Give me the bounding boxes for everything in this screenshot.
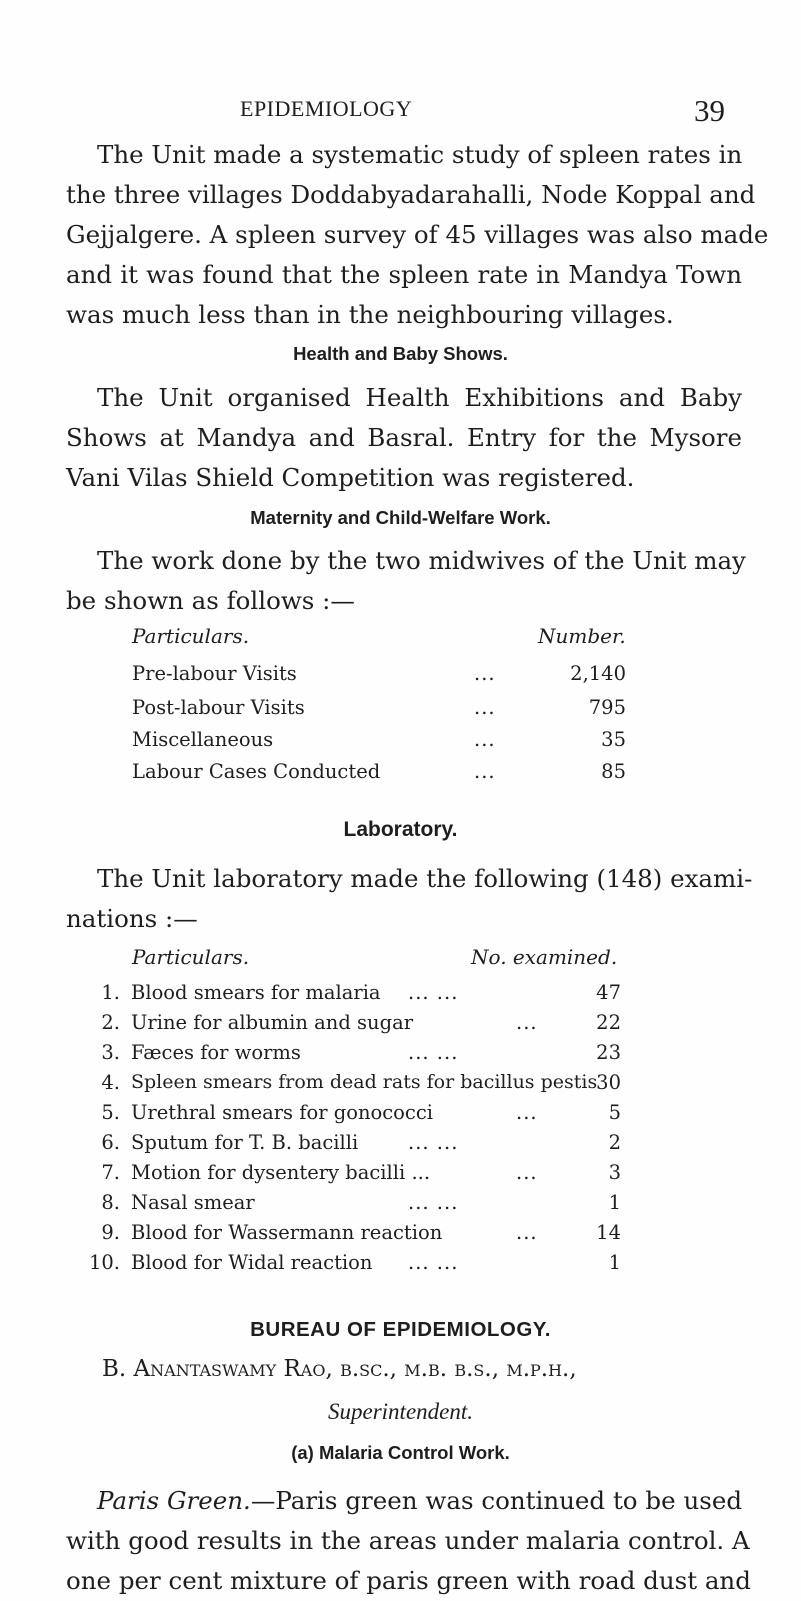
table-row-label: Blood for Widal reaction xyxy=(131,1251,373,1274)
table-row-label: Post-labour Visits xyxy=(132,696,305,719)
intro-paragraph xyxy=(66,135,769,335)
health-baby-line: Shows at Mandya and Basral. Entry for the Mysore xyxy=(66,423,742,452)
table-row-label: Spleen smears from dead rats for bacillus pestis xyxy=(131,1071,598,1093)
col-header-number: Number. xyxy=(538,624,626,648)
table-row-value: 3 xyxy=(608,1161,621,1184)
table-row-label: Sputum for T. B. bacilli xyxy=(131,1131,359,1154)
paris-green-line: one per cent mixture of paris green with road dust and xyxy=(66,1566,751,1595)
leader-dots: ... ... xyxy=(408,981,459,1004)
table-row-label: Blood for Wassermann reaction xyxy=(131,1221,443,1244)
intro-line: The Unit made a systematic study of spleen rates in xyxy=(97,140,743,169)
maternity-heading: Maternity and Child-Welfare Work. xyxy=(250,507,551,528)
table-row-value: 14 xyxy=(596,1221,621,1244)
malaria-subheading: (a) Malaria Control Work. xyxy=(291,1442,510,1463)
row-number: 8. xyxy=(101,1191,120,1214)
bureau-heading: BUREAU OF EPIDEMIOLOGY. xyxy=(250,1318,551,1341)
leader-dots: ... xyxy=(516,1101,538,1124)
table-row-value: 1 xyxy=(608,1191,621,1214)
table-row-value: 22 xyxy=(596,1011,621,1034)
health-baby-heading: Health and Baby Shows. xyxy=(293,343,508,364)
maternity-line: The work done by the two midwives of the Unit may xyxy=(97,546,746,575)
table-row-value: 85 xyxy=(601,760,626,783)
health-baby-line: The Unit organised Health Exhibitions and Baby xyxy=(97,383,742,412)
table-row-label: Nasal smear xyxy=(131,1191,255,1214)
table-row-value: 5 xyxy=(608,1101,621,1124)
leader-dots: ... xyxy=(474,728,496,751)
maternity-line: be shown as follows :— xyxy=(66,586,355,615)
leader-dots: ... xyxy=(516,1161,538,1184)
intro-line: the three villages Doddabyadarahalli, Node Koppal and xyxy=(66,180,756,209)
table-row-value: 1 xyxy=(608,1251,621,1274)
row-number: 3. xyxy=(101,1041,120,1064)
table-row-label: Pre-labour Visits xyxy=(132,662,297,685)
paris-green-line xyxy=(66,1481,742,1521)
row-number: 7. xyxy=(101,1161,120,1184)
leader-dots: ... ... xyxy=(408,1041,459,1064)
laboratory-table xyxy=(88,945,756,1325)
table-row-label: Urine for albumin and sugar xyxy=(131,1011,414,1034)
table-row-label: Fæces for worms xyxy=(131,1041,301,1064)
table-row-label: Motion for dysentery bacilli ... xyxy=(131,1161,431,1184)
paris-green-paragraph xyxy=(66,1481,751,1601)
row-number: 4. xyxy=(101,1071,120,1094)
leader-dots: ... xyxy=(474,696,496,719)
table-row-value: 2,140 xyxy=(570,662,626,685)
leader-dots: ... xyxy=(516,1221,538,1244)
intro-line: and it was found that the spleen rate in Mandya Town xyxy=(66,260,742,289)
table-row-value: 30 xyxy=(596,1071,621,1094)
table-row-value: 35 xyxy=(601,728,626,751)
table-row-label: Labour Cases Conducted xyxy=(132,760,381,783)
table-row-label: Urethral smears for gonococci xyxy=(131,1101,434,1124)
page-number: 39 xyxy=(694,93,725,128)
laboratory-line: nations :— xyxy=(66,904,198,933)
health-baby-line: Vani Vilas Shield Competition was registered. xyxy=(66,463,635,492)
leader-dots: ... xyxy=(474,662,496,685)
table-row-label: Blood smears for malaria xyxy=(131,981,381,1004)
paris-green-label: Paris Green. xyxy=(97,1486,251,1515)
officer-name-text: B. Anantaswamy Rao, b.sc., m.b. b.s., m.p.h., xyxy=(102,1356,577,1382)
running-title: EPIDEMIOLOGY xyxy=(240,96,413,121)
midwives-table xyxy=(132,624,652,804)
table-row-value: 795 xyxy=(588,696,626,719)
row-number: 5. xyxy=(101,1101,120,1124)
intro-line: Gejjalgere. A spleen survey of 45 villages was also made xyxy=(66,220,769,249)
row-number: 6. xyxy=(101,1131,120,1154)
maternity-paragraph xyxy=(66,541,746,621)
health-baby-paragraph xyxy=(66,378,742,498)
leader-dots: ... xyxy=(516,1011,538,1034)
paris-green-text: —Paris green was continued to be used xyxy=(250,1486,742,1515)
row-number: 10. xyxy=(88,1251,120,1274)
laboratory-line: The Unit laboratory made the following (148) exami- xyxy=(97,864,753,893)
laboratory-paragraph xyxy=(66,859,753,939)
col-header-number: No. examined. xyxy=(471,945,618,969)
leader-dots: ... ... xyxy=(408,1131,459,1154)
leader-dots: ... ... xyxy=(408,1251,459,1274)
table-row-value: 47 xyxy=(596,981,621,1004)
designation: Superintendent. xyxy=(328,1399,473,1424)
laboratory-heading: Laboratory. xyxy=(343,818,458,841)
leader-dots: ... xyxy=(474,760,496,783)
officer-name xyxy=(102,1356,577,1382)
table-row-label: Miscellaneous xyxy=(132,728,274,751)
intro-line: was much less than in the neighbouring villages. xyxy=(66,300,674,329)
paris-green-line: with good results in the areas under malaria control. A xyxy=(66,1526,750,1555)
row-number: 1. xyxy=(101,981,120,1004)
table-row-value: 23 xyxy=(596,1041,621,1064)
table-row-value: 2 xyxy=(608,1131,621,1154)
col-header-particulars: Particulars. xyxy=(132,945,250,969)
row-number: 9. xyxy=(101,1221,120,1244)
row-number: 2. xyxy=(101,1011,120,1034)
leader-dots: ... ... xyxy=(408,1191,459,1214)
col-header-particulars: Particulars. xyxy=(132,624,250,648)
